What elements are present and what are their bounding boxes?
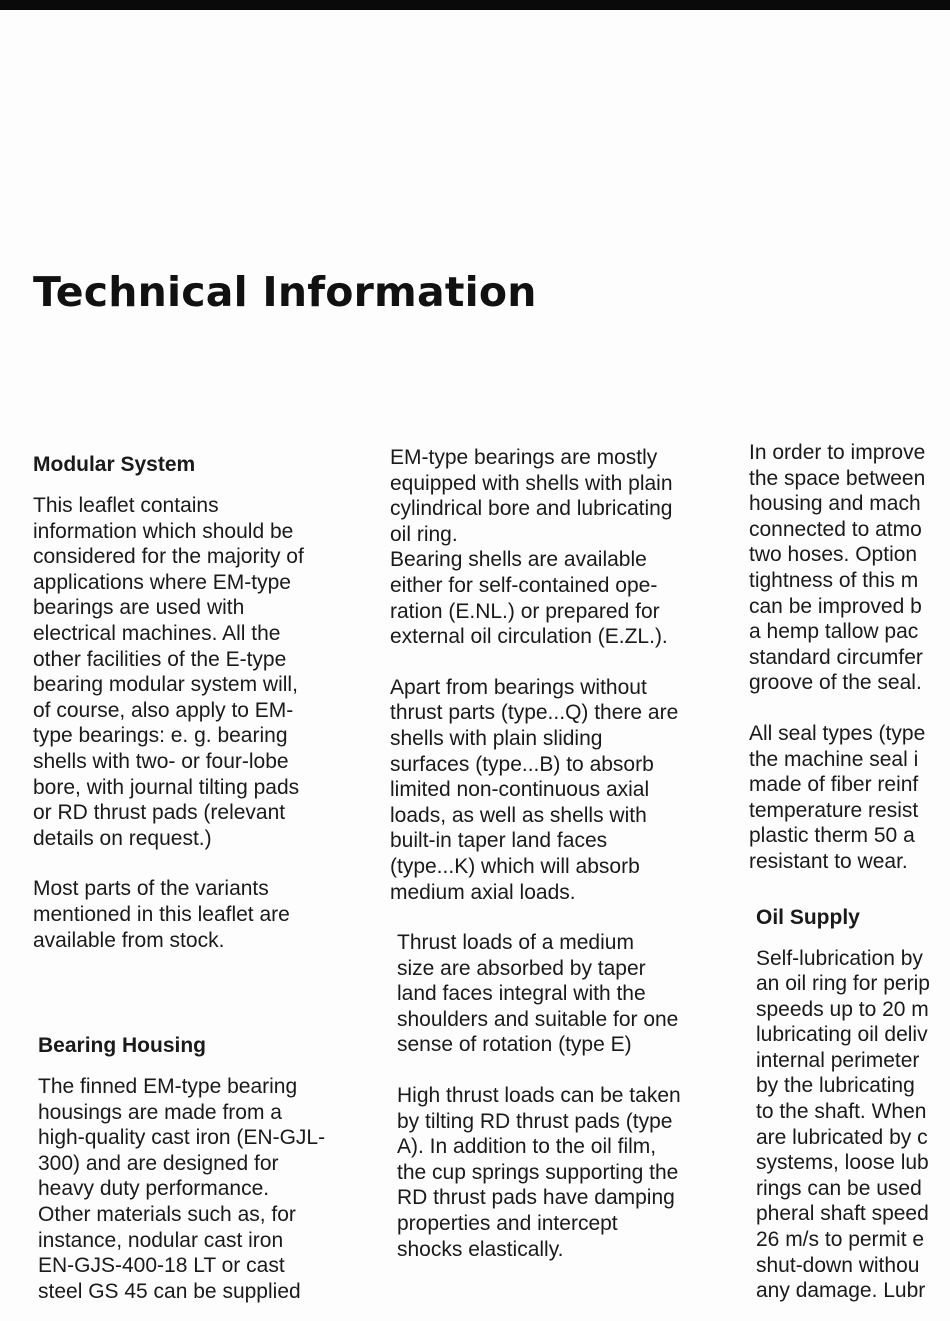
text-line: loads, as well as shells with: [390, 803, 647, 827]
text-line: oil ring.: [390, 522, 458, 546]
text-line: High thrust loads can be taken: [397, 1084, 681, 1108]
text-line: rings can be used: [756, 1176, 922, 1200]
text-line: medium axial loads.: [390, 880, 576, 904]
text-line: shut-down withou: [756, 1253, 920, 1277]
text-line: bore, with journal tilting pads: [33, 775, 300, 799]
text-line: by the lubricating: [756, 1074, 915, 1098]
text-line: high-quality cast iron (EN-GJL-: [38, 1126, 326, 1150]
text-line: 26 m/s to permit e: [756, 1228, 925, 1252]
text-line: internal perimeter: [756, 1048, 920, 1072]
text-line: systems, loose lub: [756, 1151, 929, 1175]
text-line: the machine seal i: [749, 747, 919, 771]
text-line: built-in taper land faces: [390, 829, 608, 853]
text-line: In order to improve: [749, 441, 926, 464]
section-heading-bearing-housing: Bearing Housing: [38, 1034, 207, 1058]
section-heading-modular-system: Modular System: [33, 453, 196, 476]
text-line: sense of rotation (type E): [397, 1033, 632, 1057]
column-3: [749, 440, 950, 1304]
text-line: other facilities of the E-type: [33, 647, 287, 671]
text-line: shoulders and suitable for one: [397, 1007, 679, 1031]
text-line: either for self-contained ope-: [390, 573, 658, 597]
text-line: or RD thrust pads (relevant: [33, 801, 286, 825]
text-line: an oil ring for perip: [756, 972, 930, 996]
paragraph-medium-thrust: [397, 930, 735, 1058]
paragraph-oil-supply: [756, 946, 950, 1304]
text-line: applications where EM-type: [33, 570, 291, 594]
text-line: size are absorbed by taper: [397, 956, 646, 980]
text-line: thrust parts (type...Q) there are: [390, 701, 679, 725]
text-line: RD thrust pads have damping: [397, 1186, 675, 1210]
top-border-bar: [0, 0, 950, 10]
text-line: 300) and are designed for: [38, 1151, 279, 1175]
text-line: Most parts of the variants: [33, 877, 269, 901]
section-heading-oil-supply: Oil Supply: [756, 905, 860, 929]
text-line: available from stock.: [33, 928, 225, 952]
text-line: Thrust loads of a medium: [397, 931, 634, 955]
text-line: standard circumfer: [749, 645, 923, 669]
text-line: a hemp tallow pac: [749, 620, 919, 644]
column-1: [33, 452, 378, 1304]
text-line: details on request.): [33, 826, 212, 850]
text-line: to the shaft. When: [756, 1100, 927, 1124]
text-line: connected to atmo: [749, 517, 922, 541]
text-line: electrical machines. All the: [33, 621, 281, 645]
text-line: EN-GJS-400-18 LT or cast: [38, 1254, 285, 1278]
text-line: external oil circulation (E.ZL.).: [390, 625, 668, 649]
text-line: equipped with shells with plain: [390, 471, 673, 495]
text-line: plastic therm 50 a: [749, 824, 915, 848]
text-line: Apart from bearings without: [390, 675, 647, 699]
paragraph-modular-stock: [33, 876, 378, 953]
text-line: (type...K) which will absorb: [390, 854, 640, 878]
text-line: steel GS 45 can be supplied: [38, 1279, 301, 1303]
text-line: heavy duty performance.: [38, 1177, 270, 1201]
text-line: land faces integral with the: [397, 982, 646, 1006]
text-line: Self-lubrication by: [756, 946, 923, 970]
text-line: of course, also apply to EM-: [33, 698, 294, 722]
text-line: instance, nodular cast iron: [38, 1228, 284, 1252]
text-line: speeds up to 20 m: [756, 997, 929, 1021]
text-line: shells with plain sliding: [390, 726, 603, 750]
paragraph-em-shells: [390, 445, 735, 650]
text-line: All seal types (type: [749, 721, 926, 745]
page-title: Technical Information: [33, 268, 537, 316]
text-line: surfaces (type...B) to absorb: [390, 752, 654, 776]
paragraph-high-thrust: [397, 1083, 735, 1262]
paragraph-seal-space: [749, 440, 950, 696]
text-line: type bearings: e. g. bearing: [33, 724, 288, 748]
text-line: ration (E.NL.) or prepared for: [390, 599, 660, 623]
paragraph-bearing-housing: [38, 1074, 378, 1304]
text-line: tightness of this m: [749, 568, 919, 592]
text-line: shocks elastically.: [397, 1237, 564, 1261]
column-2: [390, 445, 735, 1262]
text-line: mentioned in this leaflet are: [33, 902, 290, 926]
text-line: pheral shaft speed: [756, 1202, 929, 1226]
text-line: Bearing shells are available: [390, 548, 647, 572]
text-line: any damage. Lubr: [756, 1279, 926, 1303]
text-line: lubricating oil deliv: [756, 1023, 928, 1047]
text-line: limited non-continuous axial: [390, 778, 650, 802]
text-line: information which should be: [33, 519, 294, 543]
text-line: bearing modular system will,: [33, 673, 298, 697]
paragraph-thrust-parts: [390, 675, 735, 905]
text-line: considered for the majority of: [33, 545, 304, 569]
text-line: two hoses. Option: [749, 543, 918, 567]
text-line: are lubricated by c: [756, 1125, 928, 1149]
text-line: housings are made from a: [38, 1100, 282, 1124]
text-line: Other materials such as, for: [38, 1203, 296, 1227]
text-line: EM-type bearings are mostly: [390, 446, 658, 469]
text-line: can be improved b: [749, 594, 922, 618]
text-line: This leaflet contains: [33, 494, 219, 517]
text-line: shells with two- or four-lobe: [33, 749, 289, 773]
text-line: the space between: [749, 466, 926, 490]
text-line: groove of the seal.: [749, 671, 922, 695]
text-line: resistant to wear.: [749, 849, 908, 873]
paragraph-modular-intro: [33, 493, 378, 851]
text-line: The finned EM-type bearing: [38, 1075, 298, 1099]
text-line: A). In addition to the oil film,: [397, 1135, 657, 1159]
text-line: the cup springs supporting the: [397, 1160, 679, 1184]
text-line: bearings are used with: [33, 596, 245, 620]
text-line: properties and intercept: [397, 1212, 618, 1236]
text-line: cylindrical bore and lubricating: [390, 497, 673, 521]
text-line: housing and mach: [749, 492, 921, 516]
text-line: temperature resist: [749, 798, 919, 822]
text-line: made of fiber reinf: [749, 773, 919, 797]
paragraph-seal-types: [749, 721, 950, 875]
text-line: by tilting RD thrust pads (type: [397, 1109, 673, 1133]
